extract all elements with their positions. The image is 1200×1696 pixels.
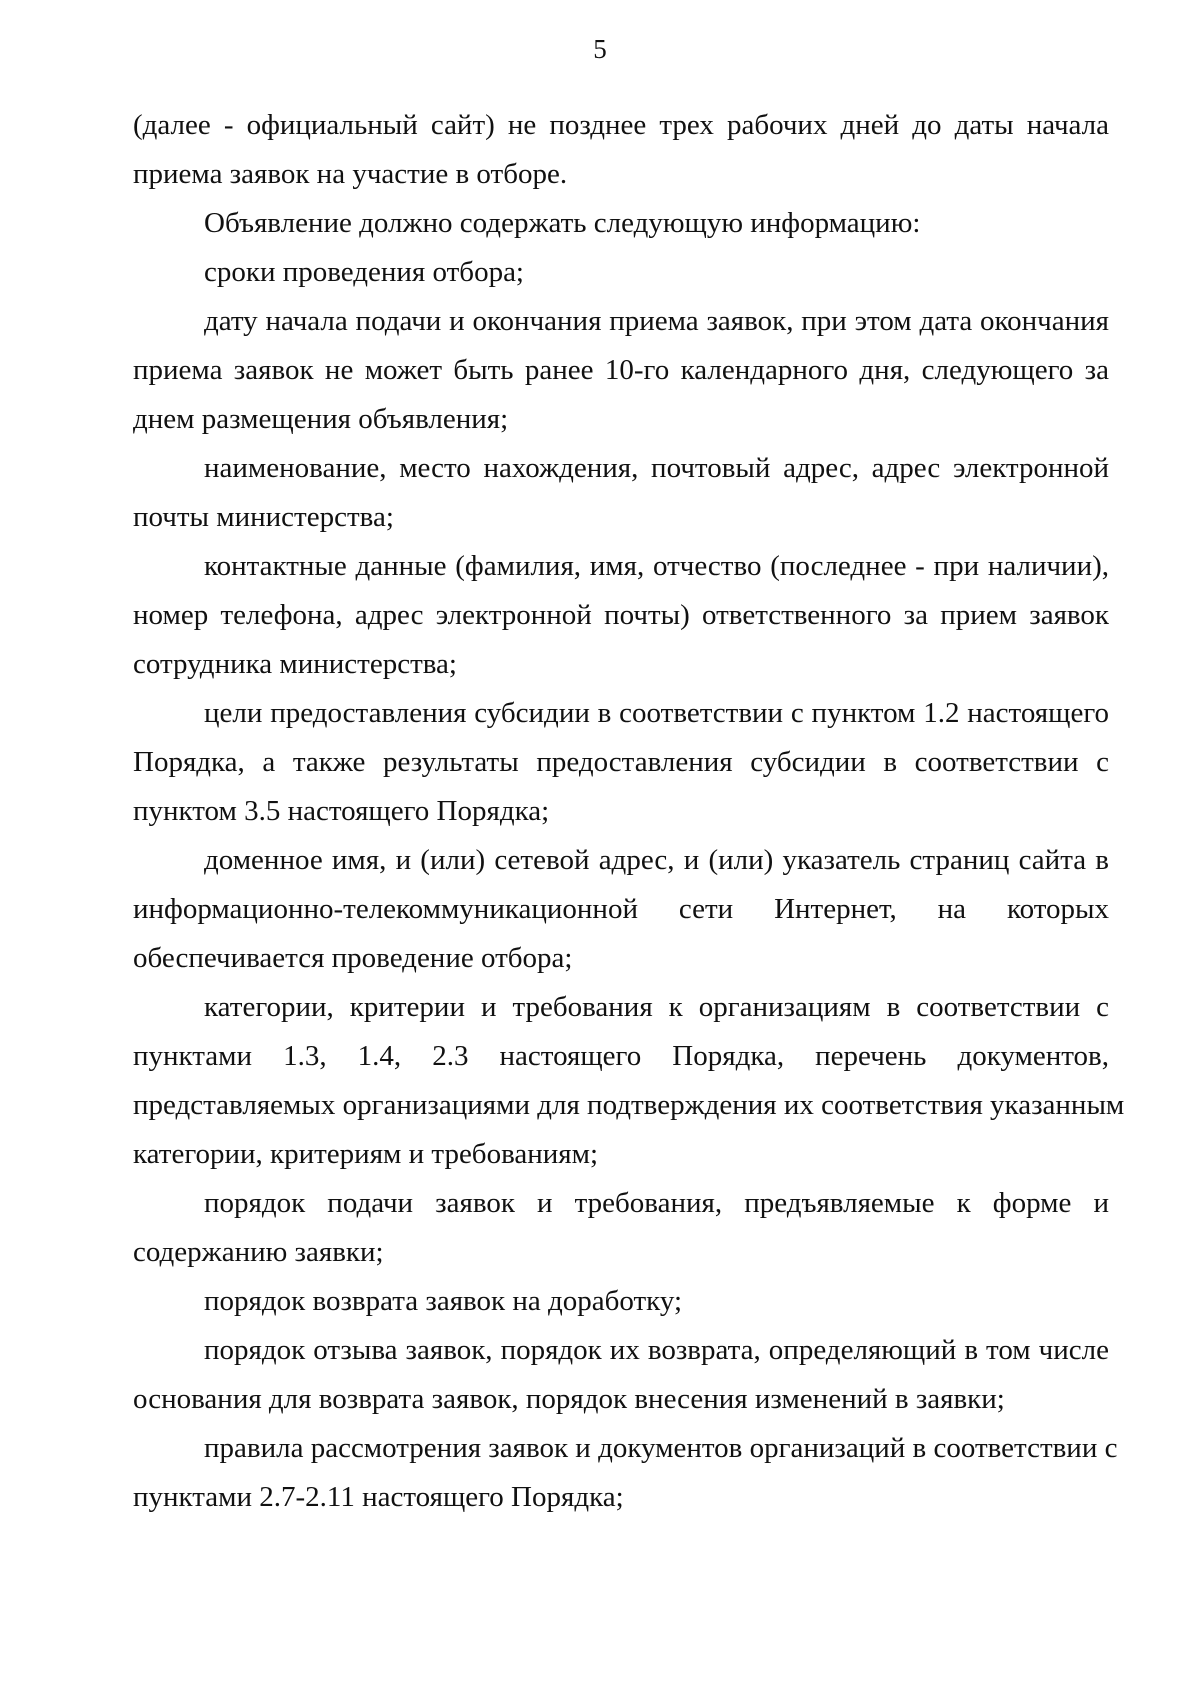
text-line: представляемых организациями для подтверждения их соответствия указанным [133,1089,1125,1121]
paragraph [133,248,1109,297]
text-line: обеспечивается проведение отбора; [133,942,573,974]
text-line: правила рассмотрения заявок и документов организаций в соответствии с [204,1432,1118,1464]
paragraph [133,542,1109,689]
text-line: сроки проведения отбора; [204,256,524,288]
text-line: Объявление должно содержать следующую информацию: [204,207,921,239]
paragraph [133,1326,1109,1424]
document-body [133,101,1125,1522]
text-line: пунктом 3.5 настоящего Порядка; [133,795,550,827]
text-line: порядок подачи заявок и требования, предъявляемые к форме и [204,1187,1109,1219]
paragraph [133,1424,1118,1522]
paragraph [133,689,1109,836]
text-line: номер телефона, адрес электронной почты) ответственного за прием заявок [133,599,1109,631]
text-line: контактные данные (фамилия, имя, отчество (последнее - при наличии), [204,550,1109,582]
text-line: приема заявок на участие в отборе. [133,158,568,190]
text-line: (далее - официальный сайт) не позднее трех рабочих дней до даты начала [133,109,1109,141]
paragraph [133,1179,1109,1277]
text-line: Порядка, а также результаты предоставления субсидии в соответствии с [133,746,1109,778]
text-line: содержанию заявки; [133,1236,384,1268]
text-line: наименование, место нахождения, почтовый адрес, адрес электронной [204,452,1109,484]
text-line: пунктами 2.7-2.11 настоящего Порядка; [133,1481,624,1513]
text-line: приема заявок не может быть ранее 10-го календарного дня, следующего за [133,354,1109,386]
paragraph [133,199,1109,248]
paragraph [133,297,1109,444]
text-line: сотрудника министерства; [133,648,457,680]
text-line: информационно-телекоммуникационной сети Интернет, на которых [133,893,1109,925]
paragraph [133,444,1109,542]
text-line: дату начала подачи и окончания приема заявок, при этом дата окончания [204,305,1109,337]
text-line: категории, критериям и требованиям; [133,1138,599,1170]
text-line: днем размещения объявления; [133,403,509,435]
paragraph [133,1277,1109,1326]
paragraph [133,836,1109,983]
paragraph [133,101,1109,199]
text-line: пунктами 1.3, 1.4, 2.3 настоящего Порядка, перечень документов, [133,1040,1109,1072]
paragraph [133,983,1125,1179]
page-number: 5 [593,34,607,64]
text-line: цели предоставления субсидии в соответствии с пунктом 1.2 настоящего [204,697,1109,729]
text-line: порядок возврата заявок на доработку; [204,1285,683,1317]
text-line: доменное имя, и (или) сетевой адрес, и (или) указатель страниц сайта в [204,844,1109,876]
text-line: категории, критерии и требования к организациям в соответствии с [204,991,1109,1023]
text-line: основания для возврата заявок, порядок внесения изменений в заявки; [133,1383,1005,1415]
text-line: порядок отзыва заявок, порядок их возврата, определяющий в том числе [204,1334,1109,1366]
text-line: почты министерства; [133,501,394,533]
